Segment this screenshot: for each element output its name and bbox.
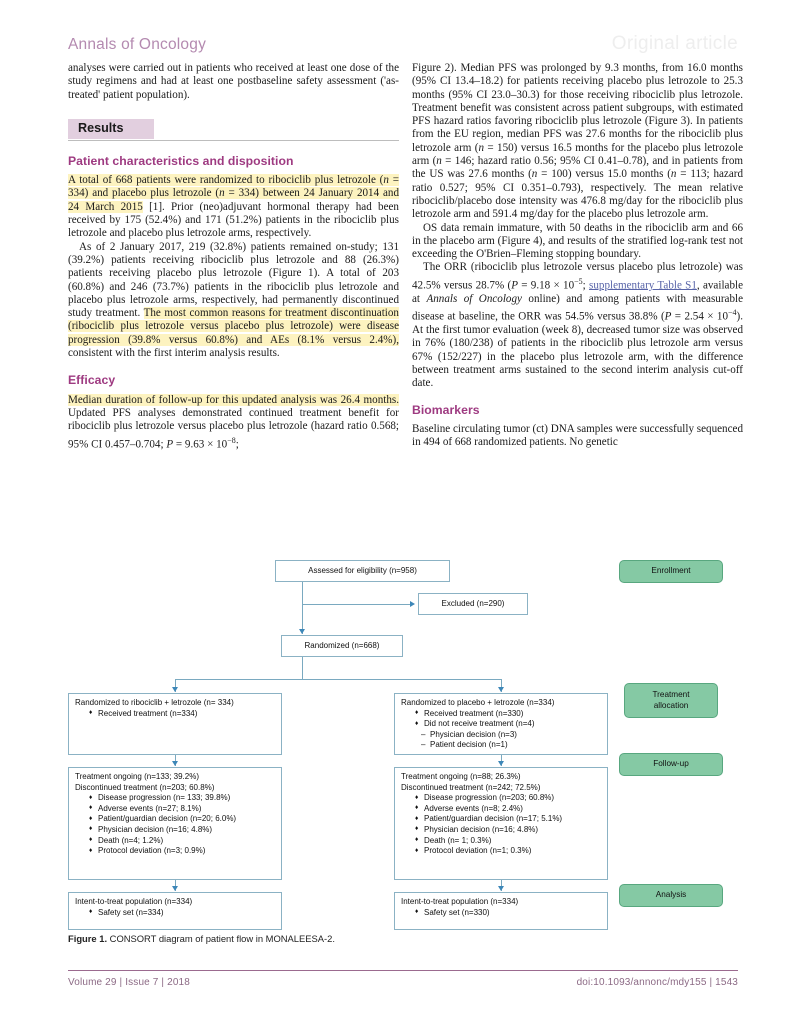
followup-left-line1: Treatment ongoing (n=133; 39.2%) bbox=[75, 772, 200, 781]
followup-left-line2: Discontinued treatment (n=203; 60.8%) bbox=[75, 782, 215, 792]
arrow-down-right-analysis bbox=[498, 886, 504, 891]
consort-diagram bbox=[0, 552, 793, 952]
subheading-patient-characteristics: Patient characteristics and disposition bbox=[68, 153, 294, 168]
r-para-1-a: Figure 2). Median PFS was prolonged by 9.3 months, from 16.0 months (95% CI 13.4–18.2) for patients receiving placebo plus letrozole to 25.3 months (95% CI 23.0–30.3) for those receiving ribociclib plus letrozole. Treatment benefit was consistent across patient subgroups, with estimated PFS hazard ratios favoring ribociclib plus letrozole (Figure 3). In patients from the EU region, median PFS was 27.6 months for the ribociclib plus letrozole arm ( bbox=[412, 62, 743, 154]
arrow-down-right-followup bbox=[498, 761, 504, 766]
paragraph-efficacy bbox=[68, 394, 399, 452]
box-arm-placebo bbox=[394, 693, 608, 755]
paragraph-biomarkers: Baseline circulating tumor (ct) DNA samples were successfully sequenced in 494 of 668 randomized patients. No genetic bbox=[412, 422, 743, 449]
list-item: ♦ Adverse events (n=8; 2.4%) bbox=[415, 804, 601, 815]
followup-right-line1: Treatment ongoing (n=88; 26.3%) bbox=[401, 772, 521, 781]
footer-rule bbox=[68, 970, 738, 971]
list-item: ♦ Patient/guardian decision (n=17; 5.1%) bbox=[415, 814, 601, 825]
r-exponent-2: −4 bbox=[728, 308, 737, 318]
box-arm-ribociclib bbox=[68, 693, 282, 755]
followup-right-line2: Discontinued treatment (n=242; 72.5%) bbox=[401, 782, 541, 792]
arrow-down-randomized bbox=[299, 629, 305, 634]
arm-left-title: Randomized to ribociclib + letrozole (n= 334) bbox=[75, 698, 234, 707]
list-item: ♦ Adverse events (n=27; 8.1%) bbox=[89, 804, 275, 815]
stage-treatment-line1: Treatment bbox=[652, 690, 690, 700]
list-item: ♦ Received treatment (n=330) bbox=[415, 709, 601, 720]
connector-assessed-to-randomized bbox=[302, 582, 303, 634]
highlight-span-1: A total of 668 patients were randomized to ribociclib plus letrozole ( bbox=[68, 174, 384, 187]
r-para-1-b: = 150) versus 16.5 months for the placebo plus letrozole arm ( bbox=[412, 141, 743, 168]
highlight-span-2: = 334) and placebo plus letrozole ( bbox=[68, 174, 399, 200]
box-assessed-for-eligibility bbox=[275, 560, 450, 582]
arrow-down-left-followup bbox=[172, 761, 178, 766]
arm-right-bullets bbox=[401, 709, 601, 730]
stage-followup-text: Follow-up bbox=[653, 759, 689, 769]
box-analysis-ribociclib bbox=[68, 892, 282, 930]
list-item: ♦ Physician decision (n=16; 4.8%) bbox=[89, 825, 275, 836]
heading-rule bbox=[68, 140, 399, 141]
arm-left-bullets bbox=[75, 709, 275, 720]
paragraph-orr bbox=[412, 261, 743, 390]
box-followup-placebo bbox=[394, 767, 608, 880]
highlight-span-3: = 334) between 24 January 2014 and 24 March 2015 bbox=[68, 187, 400, 213]
analysis-left-bullets bbox=[75, 908, 275, 919]
intro-paragraph: analyses were carried out in patients who received at least one dose of the study regimens and had at least one postbaseline safety assessment ('as-treated' patient population). bbox=[68, 62, 399, 101]
results-heading-block bbox=[68, 119, 399, 141]
list-item: ♦ Protocol deviation (n=3; 0.9%) bbox=[89, 846, 275, 857]
box-randomized bbox=[281, 635, 403, 657]
paragraph-2-head: As of 2 January 2017, 219 (32.8%) patients remained on-study; 131 (39.2%) patients receiving ribociclib plus letrozole and 88 (26.3%) patients receiving placebo plus letrozole (Figure 1). A total of 203 (60.8%) and 246 (73.7%) patients in the ribociclib plus letrozole and placebo plus letrozole arms, respectively, had permanently discontinued study treatment. bbox=[68, 240, 399, 320]
section-watermark: Original article bbox=[611, 33, 738, 54]
connector-randomized-stem bbox=[302, 657, 303, 679]
r-n-italic-2: n bbox=[436, 155, 442, 168]
r-exponent-1: −5 bbox=[574, 276, 583, 286]
arrow-down-left-analysis bbox=[172, 886, 178, 891]
exponent-1: −8 bbox=[227, 435, 236, 445]
results-heading: Results bbox=[68, 119, 154, 139]
list-item: ♦ Disease progression (n= 133; 39.8%) bbox=[89, 793, 275, 804]
r-para-3-c: ; bbox=[582, 279, 590, 292]
list-item: ♦ Safety set (n=334) bbox=[89, 908, 275, 919]
list-item: ♦ Patient/guardian decision (n=20; 6.0%) bbox=[89, 814, 275, 825]
stage-label-analysis bbox=[619, 884, 723, 907]
subheading-efficacy: Efficacy bbox=[68, 373, 116, 388]
highlight-discontinuation: The most common reasons for treatment discontinuation (ribociclib plus letrozole versus placebo plus letrozole) were disease progression (39.8% versus 60.8%) and AEs (8.1% versus 2.4%), bbox=[68, 307, 399, 346]
box-excluded bbox=[418, 593, 528, 615]
list-item: ♦ Physician decision (n=16; 4.8%) bbox=[415, 825, 601, 836]
r-n-italic-3: n bbox=[531, 168, 538, 181]
journal-name-italic: Annals of Oncology bbox=[426, 292, 522, 305]
list-item: ♦ Safety set (n=330) bbox=[415, 908, 601, 919]
followup-left-bullets bbox=[75, 793, 275, 857]
list-item: – Physician decision (n=3) bbox=[421, 730, 601, 741]
stage-label-treatment-allocation bbox=[624, 683, 718, 718]
connector-to-excluded bbox=[302, 604, 412, 605]
supplementary-table-link[interactable]: supplementary Table S1 bbox=[589, 279, 697, 292]
arrow-down-left-arm bbox=[172, 687, 178, 692]
connector-split-horizontal bbox=[175, 679, 502, 680]
stage-enrollment-text: Enrollment bbox=[651, 566, 691, 576]
followup-right-bullets bbox=[401, 793, 601, 857]
stage-label-enrollment bbox=[619, 560, 723, 583]
r-n-italic-1: n bbox=[478, 141, 485, 154]
stage-label-followup bbox=[619, 753, 723, 776]
list-item: ♦ Did not receive treatment (n=4) bbox=[415, 719, 601, 730]
list-item: ♦ Protocol deviation (n=1; 0.3%) bbox=[415, 846, 601, 857]
r-para-3-g: ). At the first tumor evaluation (week 8), decreased tumor size was observed in 76% (180/238) of patients in the ribociclib plus letrozole arm versus 67% (152/227) in the placebo plus letrozole arm, with the difference between treatment arms sustained to the second interim analysis cut-off date. bbox=[412, 310, 743, 390]
box-excluded-label: Excluded (n=290) bbox=[441, 598, 505, 608]
r-para-1-d: = 100) versus 15.0 months ( bbox=[537, 168, 671, 181]
paragraph-pfs bbox=[412, 62, 743, 222]
arrow-down-right-arm bbox=[498, 687, 504, 692]
r-para-3-a: The ORR (ribociclib plus letrozole versus placebo plus letrozole) was 42.5% versus 28.7% ( bbox=[412, 261, 743, 292]
paragraph-1-tail: [1]. Prior (neo)adjuvant hormonal therapy had been received by 175 (52.4%) and 171 (51.2%) patients in the ribociclib plus letrozole and placebo plus letrozole arms, respectively. bbox=[68, 200, 399, 240]
list-item: ♦ Death (n=4; 1.2%) bbox=[89, 836, 275, 847]
stage-treatment-line2: allocation bbox=[653, 700, 689, 710]
footer-doi-page: doi:10.1093/annonc/mdy155 | 1543 bbox=[576, 977, 738, 988]
r-para-3-b: = 9.18 × 10 bbox=[517, 279, 575, 292]
footer-volume-issue: Volume 29 | Issue 7 | 2018 bbox=[68, 977, 190, 988]
r-para-3-e: online) and among patients with measurable disease at baseline, the ORR was 54.5% versus 38.8% ( bbox=[412, 292, 744, 323]
n-italic-2: n bbox=[219, 187, 225, 200]
paragraph-disposition bbox=[68, 241, 399, 361]
analysis-right-title: Intent-to-treat population (n=334) bbox=[401, 897, 519, 906]
highlight-followup-duration: Median duration of follow-up for this updated analysis was 26.4 months. bbox=[68, 393, 399, 406]
paragraph-2-tail: consistent with the first interim analysis results. bbox=[68, 347, 280, 360]
r-p-italic-1: P bbox=[511, 279, 518, 292]
analysis-left-title: Intent-to-treat population (n=334) bbox=[75, 897, 193, 906]
paragraph-3-c: ; bbox=[235, 438, 239, 451]
figure-caption-label: Figure 1. bbox=[68, 933, 108, 944]
paragraph-3-a: Updated PFS analyses demonstrated continued treatment benefit for ribociclib plus letrozole versus placebo plus letrozole (hazard ratio 0.568; 95% CI 0.457–0.704; bbox=[68, 406, 399, 451]
list-item: ♦ Received treatment (n=334) bbox=[89, 709, 275, 720]
r-para-1-c: = 146; hazard ratio 0.56; 95% CI 0.41–0.78), and in patients from the US was 27.6 months ( bbox=[412, 155, 743, 181]
journal-title: Annals of Oncology bbox=[68, 36, 207, 53]
box-analysis-placebo bbox=[394, 892, 608, 930]
r-p-italic-2: P bbox=[664, 310, 672, 323]
figure-caption-text: CONSORT diagram of patient flow in MONALEESA-2. bbox=[107, 933, 335, 944]
right-column bbox=[412, 62, 743, 449]
p-italic-1: P bbox=[166, 438, 174, 451]
box-followup-ribociclib bbox=[68, 767, 282, 880]
n-italic-1: n bbox=[383, 174, 389, 187]
left-column bbox=[68, 62, 399, 452]
paragraph-3-b: = 9.63 × 10 bbox=[173, 438, 228, 451]
stage-analysis-text: Analysis bbox=[655, 890, 687, 900]
list-item: – Patient decision (n=1) bbox=[421, 740, 601, 751]
r-para-1-e: = 113; hazard ratio 0.527; 95% CI 0.351–0.793), respectively. The mean relative ribociclib/placebo dose intensity was 476.8 mg/day for the ribociclib plus letrozole arm and 591.4 mg/day for the placebo plus letrozole arm. bbox=[412, 168, 743, 221]
subheading-biomarkers: Biomarkers bbox=[412, 402, 480, 417]
box-randomized-label: Randomized (n=668) bbox=[304, 640, 380, 650]
arm-right-title: Randomized to placebo + letrozole (n=334) bbox=[401, 698, 555, 707]
figure-caption bbox=[68, 933, 335, 944]
paragraph-patient-characteristics bbox=[68, 174, 399, 240]
list-item: ♦ Disease progression (n=203; 60.8%) bbox=[415, 793, 601, 804]
analysis-right-bullets bbox=[401, 908, 601, 919]
box-assessed-label: Assessed for eligibility (n=958) bbox=[308, 565, 417, 575]
r-para-3-d: , available at bbox=[412, 279, 743, 305]
r-para-3-f: = 2.54 × 10 bbox=[671, 310, 729, 323]
list-item: ♦ Death (n= 1; 0.3%) bbox=[415, 836, 601, 847]
arrow-right-excluded bbox=[410, 601, 415, 607]
r-n-italic-4: n bbox=[670, 168, 677, 181]
paragraph-os: OS data remain immature, with 50 deaths in the ribociclib arm and 66 in the placebo arm (Figure 4), and results of the stratified log-rank test not exceeding the O'Brien–Fleming stopping boundary. bbox=[412, 221, 743, 261]
arm-right-subbullets bbox=[401, 730, 601, 751]
